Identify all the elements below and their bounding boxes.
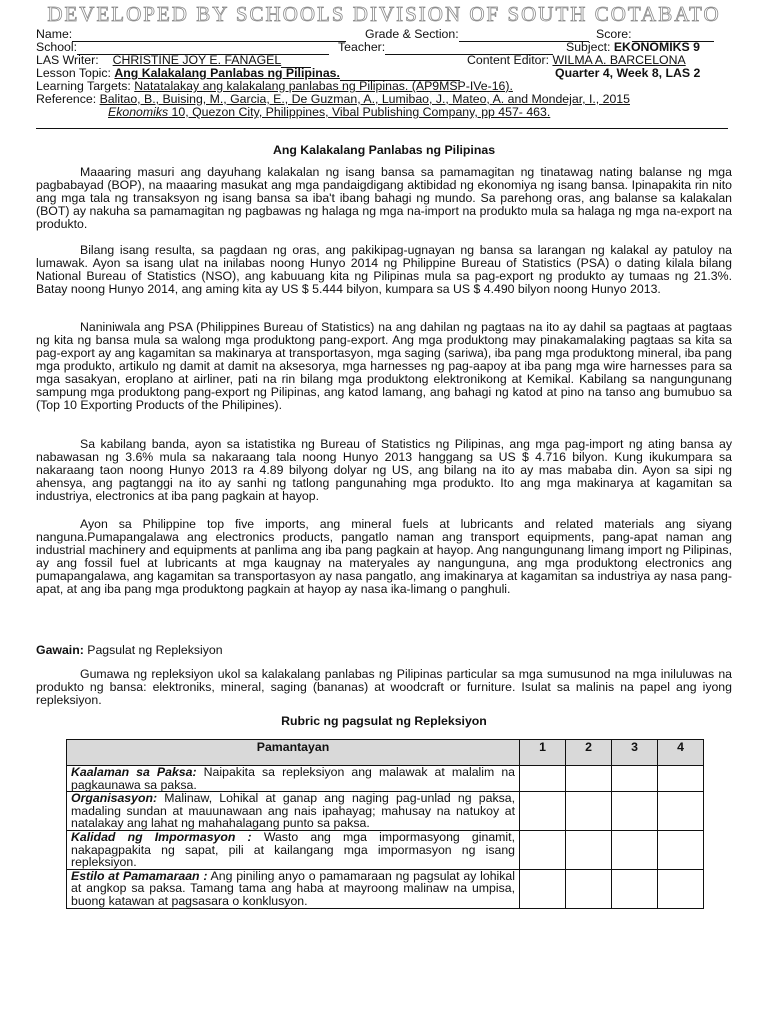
topic-value: Ang Kalakalang Panlabas ng Pilipinas. xyxy=(114,66,340,80)
rubric-header-criteria: Pamantayan xyxy=(67,740,520,766)
rubric-row xyxy=(67,869,704,908)
rubric-score-cell[interactable] xyxy=(520,766,566,792)
rubric-term: Estilo at Pamamaraan : xyxy=(71,868,208,883)
rubric-desc: Malinaw, Lohikal at ganap ang naging pag-unlad ng paksa, madaling sundan at mauunawaan ang nais ipahayag; mahusay na natukoy at natalakay ang lahat ng mahahalagang punto sa paksa. xyxy=(71,791,515,831)
grade-label: Grade & Section: xyxy=(365,27,459,41)
quarter-label: Quarter 4, Week 8, LAS 2 xyxy=(555,66,701,80)
rubric-desc: Wasto ang mga impormasyong ginamit, nakapagpakita ng sapat, pili at kailangang mga impormasyon ng isang repleksiyon. xyxy=(71,829,515,870)
name-label: Name: xyxy=(36,27,73,41)
paragraph-5: Ayon sa Philippine top five imports, ang mineral fuels at lubricants and related materials ang siyang nanguna.Pumapangalawa ang electronics products, pangatlo naman ang transport equipments, pang-apat naman ang industrial machinery and equipments at panlima ang iba pang pagkain at hayop. Ang nangungunang limang import ng Pilipinas, ay ang fossil fuel at lubricants at mga kaugnay na materyales ay nangunguna, ang mga produktong electronics ang pumapangalawa, ang kagamitan sa transportasyon ay nasa pangatlo, ang imakinarya at kagamitan sa industriya ay nasa pang-apat, at ang iba pang mga produktong pagkain at hayop ay nasa ika-limang o panghuli. xyxy=(36,517,732,596)
rubric-score-cell[interactable] xyxy=(612,792,658,831)
editor-value: WILMA A. BARCELONA xyxy=(552,53,686,67)
paragraph-1: Maaaring masuri ang dayuhang kalakalan ng isang bansa sa pamamagitan ng tinatawag nating balanse ng mga pagbabayad (BOP), na maaaring masukat ang mga pandaigdigang aktibidad ng ekonomiya ng isang bansa. Ipinapakita rin nito ang mga tala ng transaksyon ng isang bansa sa iba't ibang bahagi ng mundo. Sa parehong oras, ang balanse sa kalakalan (BOT) ay nakuha sa pamamagitan ng pagbawas ng halaga ng mga na-import na produkto mula sa halaga ng mga na-export na produkto. xyxy=(36,165,732,231)
rubric-score-cell[interactable] xyxy=(566,792,612,831)
rubric-header-score-4: 4 xyxy=(658,740,704,766)
header-divider xyxy=(36,128,728,129)
targets-label: Learning Targets: xyxy=(36,79,131,93)
rubric-header-score-1: 1 xyxy=(520,740,566,766)
gawain-instruction: Gumawa ng repleksiyon ukol sa kalakalang panlabas ng Pilipinas particular sa mga sumusunod na mga iniluluwas na produkto ng bansa: elektroniks, mineral, saging (bananas) at woodcraft or furniture. Isulat sa malinis na papel ang iyong repleksiyon. xyxy=(36,667,732,707)
score-label: Score: xyxy=(596,27,632,41)
rubric-score-cell[interactable] xyxy=(658,766,704,792)
writer-value: CHRISTINE JOY E. FANAGEL xyxy=(112,53,282,67)
section-title: Ang Kalakalang Panlabas ng Pilipinas xyxy=(272,143,496,157)
rubric-score-cell[interactable] xyxy=(612,766,658,792)
school-label: School: xyxy=(36,40,78,54)
reference-label: Reference: xyxy=(36,92,97,106)
rubric-score-cell[interactable] xyxy=(566,869,612,908)
teacher-label: Teacher: xyxy=(338,40,386,54)
rubric-score-cell[interactable] xyxy=(658,830,704,869)
rubric-criterion xyxy=(67,766,520,792)
paragraph-3: Naniniwala ang PSA (Philippines Bureau of Statistics) na ang dahilan ng pagtaas na ito ay dahil sa pagtaas at pagtaas ng kita ng bansa mula sa walong mga produktong pang-export. Ang mga produktong may pinakamalaking pagtaas sa kita sa pag-export ay ang kagamitan sa makinarya at transportasyon, mga saging (sariwa), iba pang mga produktong mineral, iba pang mga produkto, artikulo ng damit at damit na aksesorya, mga harnesses ng pag-aapoy at iba pang mga wire harnesses para sa mga sasakyan, eroplano at airliner, pati na rin bilang mga produktong elektronikong at Kemikal. Kabilang sa nangungunang sampung mga produktong pang-export ng Pilipinas, ang katod lamang, ang bahagi ng katod at pino na tanso ang bumubuo sa (Top 10 Exporting Products of the Philipines). xyxy=(36,320,732,412)
editor-label: Content Editor: xyxy=(467,53,550,67)
name-blank[interactable] xyxy=(72,28,346,42)
topic-label: Lesson Topic: xyxy=(36,66,111,80)
subject-label: Subject: xyxy=(566,40,611,54)
rubric-term: Organisasyon: xyxy=(71,791,158,806)
reference-line-2-wrap xyxy=(108,106,550,119)
rubric-desc: Naipakita sa repleksiyon ang malawak at malalim na pagkaunawa sa paksa. xyxy=(71,765,515,792)
rubric-score-cell[interactable] xyxy=(612,830,658,869)
reference-line-1: Balitao, B., Buising, M., Garcia, E., De Guzman, A., Lumibao, J., Mateo, A. and Mondejar, I., 2015 xyxy=(99,92,630,106)
rubric-header-score-2: 2 xyxy=(566,740,612,766)
rubric-score-cell[interactable] xyxy=(658,792,704,831)
rubric-term: Kalidad ng Impormasyon : xyxy=(71,829,252,844)
division-banner: DEVELOPED BY SCHOOLS DIVISION OF SOUTH COTABATO xyxy=(47,2,721,26)
rubric-score-cell[interactable] xyxy=(520,869,566,908)
rubric-header-score-3: 3 xyxy=(612,740,658,766)
rubric-table xyxy=(66,739,704,909)
rubric-score-cell[interactable] xyxy=(566,830,612,869)
rubric-row xyxy=(67,830,704,869)
rubric-score-cell[interactable] xyxy=(520,792,566,831)
rubric-term: Kaalaman sa Paksa: xyxy=(71,765,197,779)
name-line xyxy=(36,28,346,42)
rubric-criterion xyxy=(67,830,520,869)
rubric-row xyxy=(67,766,704,792)
gawain-label: Gawain: xyxy=(36,643,84,657)
gawain-heading xyxy=(36,644,223,657)
rubric-score-cell[interactable] xyxy=(658,869,704,908)
gawain-title: Pagsulat ng Repleksiyon xyxy=(83,643,223,657)
rubric-score-cell[interactable] xyxy=(612,869,658,908)
subject-value: EKONOMIKS 9 xyxy=(613,40,700,54)
rubric-score-cell[interactable] xyxy=(566,766,612,792)
paragraph-2: Bilang isang resulta, sa pagdaan ng oras, ang pakikipag-ugnayan ng bansa sa larangan ng kalakal ay patuloy na lumawak. Ayon sa isang ulat na inilabas noong Hunyo 2014 ng Philippine Bureau of Statistics (PSA) o dating kilala bilang National Bureau of Statistics (NSO), ang kabuuang kita ng Pilipinas mula sa pag-export ng produkto ay tumaas ng 21.3%. Batay noong Hunyo 2014, ang aming kita ay US $ 5.444 bilyon, kumpara sa US $ 4.490 bilyon noong Hunyo 2013. xyxy=(36,243,732,296)
writer-label: LAS Writer: xyxy=(36,53,99,67)
rubric-criterion xyxy=(67,869,520,908)
rubric-desc: Ang piniling anyo o pamamaraan ng pagsulat ay lohikal at angkop sa paksa. Tamang tama ang haba at mayroong malinaw na umpisa, buong katawan at pagsasara o konklusyon. xyxy=(71,868,515,908)
grade-line xyxy=(365,28,589,42)
rubric-score-cell[interactable] xyxy=(520,830,566,869)
rubric-criterion xyxy=(67,792,520,831)
targets-value: Natatalakay ang kalakalang panlabas ng Pilipinas. (AP9MSP-IVe-16). xyxy=(134,79,513,93)
reference-book: Ekonomiks xyxy=(108,105,169,119)
rubric-row xyxy=(67,792,704,831)
rubric-title: Rubric ng pagsulat ng Repleksiyon xyxy=(281,714,487,728)
paragraph-4: Sa kabilang banda, ayon sa istatistika ng Bureau of Statistics ng Pilipinas, ang mga pag-import ng ating bansa ay nabawasan ng 3.6% mula sa nakaraang tala noong Hunyo 2013 hanggang sa US $ 4.716 bilyon. Kung ikukumpara sa nakaraang taon noong Hunyo 2013 ra 4.89 bilyong dolyar ng US, ang bilang na ito ay mas mababa din. Ayon sa sipi ng ahensya, ang pagtanggi na ito ay sanhi ng tatlong pangunahing mga produkto. Ito ang mga makinarya at kagamitan sa industriya, electronics at iba pang pagkain at hayop. xyxy=(36,437,732,503)
reference-line-2: 10, Quezon City, Philippines, Vibal Publishing Company, pp 457- 463. xyxy=(168,105,551,119)
rubric-header-row xyxy=(67,740,704,766)
